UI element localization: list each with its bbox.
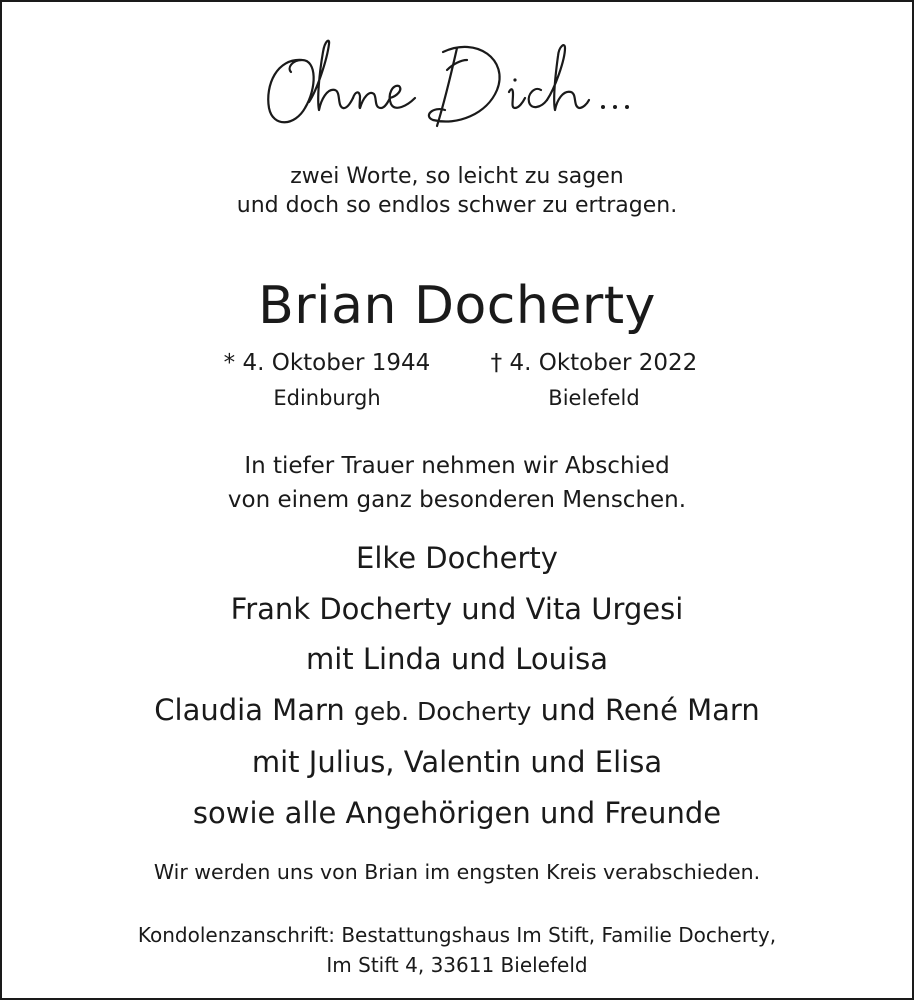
motto-verse [2, 162, 912, 220]
family-member-line [2, 685, 912, 738]
family-name-part: und René Marn [540, 692, 760, 727]
handwritten-heading-ohne-dich [247, 30, 667, 140]
death-date: † 4. Oktober 2022 [490, 350, 698, 376]
birth-info [197, 347, 457, 413]
family-member-line: mit Linda und Louisa [306, 642, 608, 676]
family-name-part: Claudia Marn [154, 692, 345, 727]
birth-place: Edinburgh [273, 386, 381, 410]
address-line: Kondolenzanschrift: Bestattungshaus Im Stift, Familie Docherty, [137, 923, 777, 947]
death-info [464, 347, 724, 413]
maiden-name-note: geb. Docherty [353, 696, 532, 726]
condolence-address [2, 920, 912, 980]
motto-line: zwei Worte, so leicht zu sagen [290, 164, 624, 189]
script-heading [2, 30, 912, 150]
family-member-line: mit Julius, Valentin und Elisa [251, 745, 663, 779]
family-member-line: Frank Docherty und Vita Urgesi [230, 591, 684, 626]
birth-date: * 4. Oktober 1944 [223, 350, 431, 376]
farewell-note: Wir werden uns von Brian im engsten Kreis verabschieden. [153, 860, 761, 884]
mourning-line: In tiefer Trauer nehmen wir Abschied [244, 453, 670, 479]
address-line: Im Stift 4, 33611 Bielefeld [326, 953, 588, 977]
death-place: Bielefeld [548, 386, 640, 410]
motto-line: und doch so endlos schwer zu ertragen. [236, 193, 678, 218]
family-member-line: Elke Docherty [356, 541, 558, 575]
family-member-line: sowie alle Angehörigen und Freunde [192, 795, 722, 830]
mourning-statement [2, 449, 912, 517]
deceased-name: Brian Docherty [258, 276, 656, 336]
mourning-line: von einem ganz besonderen Menschen. [227, 487, 687, 513]
family-list [2, 533, 912, 838]
